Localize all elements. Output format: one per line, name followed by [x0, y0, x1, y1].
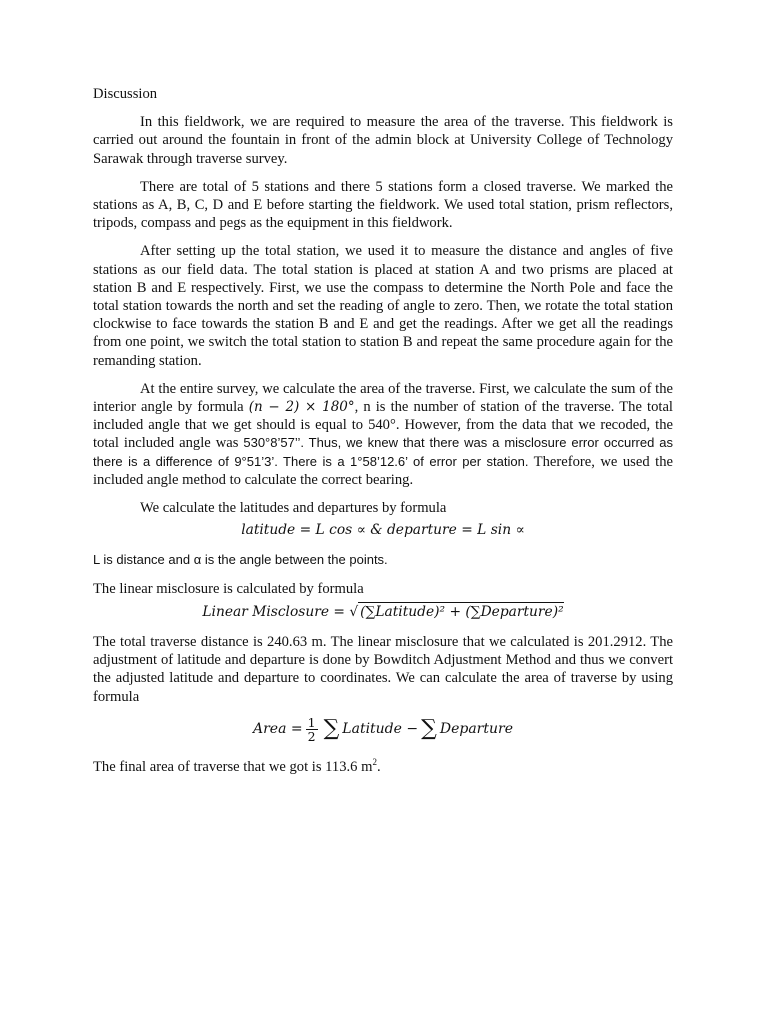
variable-note: L is distance and α is the angle between the points. [93, 552, 388, 568]
final-area-superscript: 2 [372, 756, 377, 767]
square-root-symbol: √ [349, 603, 359, 620]
paragraph-latdep-intro: We calculate the latitudes and departures by formula [140, 500, 447, 517]
area-lhs: Area = [253, 721, 303, 738]
linear-misclosure-rhs: (∑Latitude)² + (∑Departure)² [360, 603, 564, 620]
area-formula [93, 716, 673, 743]
sum-symbol-1: ∑ [323, 716, 340, 742]
paragraph-calculation-part-a: At the entire survey, we calculate the area of the traverse. First, we calculate the sum of the interior angle by formula [93, 380, 673, 416]
paragraph-calculation-part-b: , n is the number of station of the traverse. The total included angle that we get should is equal to 540°. However, from the data that we recoded, the total included angle was [93, 399, 673, 452]
paragraph-intro: In this fieldwork, we are required to measure the area of the traverse. This fieldwork is carried out around the fountain in front of the admin block at University College of Technology Sarawak through traverse survey. [93, 114, 673, 167]
final-area-text: The final area of traverse that we got is 113.6 m [93, 758, 373, 775]
paragraph-final-area [93, 753, 673, 776]
document-body [93, 85, 673, 786]
linear-misclosure-formula [93, 602, 673, 621]
paragraph-calculation-part-c: 530°8’57’’. Thus, we knew that there was a misclosure error occurred as there is a difference of 9°51’3’. There is a 1°58’12.6’ of error per station. [93, 435, 673, 469]
section-heading: Discussion [93, 86, 158, 102]
final-area-end: . [376, 758, 381, 775]
fraction-numerator: 1 [307, 714, 316, 730]
paragraph-calculation-part-d: Therefore, we used the included angle method to calculate the correct bearing. [93, 453, 673, 488]
paragraph-procedure: After setting up the total station, we used it to measure the distance and angles of five stations as our field data. The total station is placed at station A and two prisms are placed at station B and E respectively. First, we use the compass to determine the North Pole and face the total station towards the north and set the reading of angle to zero. Then, we rotate the total station clockwise to face towards the station B and E and get the readings. After we get all the readings from one point, we switch the total station to station B and repeat the same procedure again for the remanding station. [93, 243, 673, 369]
sum-symbol-2: ∑ [421, 716, 437, 742]
paragraph-results: The total traverse distance is 240.63 m. The linear misclosure that we calculated is 201.2912. The adjustment of latitude and departure is done by Bowditch Adjustment Method and thus we convert the adjusted latitude and departure to coordinates. We can calculate the area of traverse by using formula [93, 634, 673, 705]
latitude-departure-formula: latitude = L cos ∝ & departure = L sin ∝ [241, 522, 525, 539]
fraction-denominator: 2 [307, 728, 316, 744]
area-term-latitude: Latitude − [342, 721, 419, 738]
paragraph-linear-intro: The linear misclosure is calculated by formula [93, 580, 364, 597]
linear-misclosure-lhs: Linear Misclosure = [202, 603, 350, 620]
paragraph-calculation [93, 380, 673, 489]
half-fraction [306, 716, 318, 743]
interior-angle-formula: (n − 2) × 180° [248, 399, 355, 416]
area-term-departure: Departure [439, 721, 513, 738]
paragraph-stations: There are total of 5 stations and there 5 stations form a closed traverse. We marked the stations as A, B, C, D and E before starting the fieldwork. We used total station, prism reflectors, tripods, compass and pegs as the equipment in this fieldwork. [93, 178, 673, 232]
